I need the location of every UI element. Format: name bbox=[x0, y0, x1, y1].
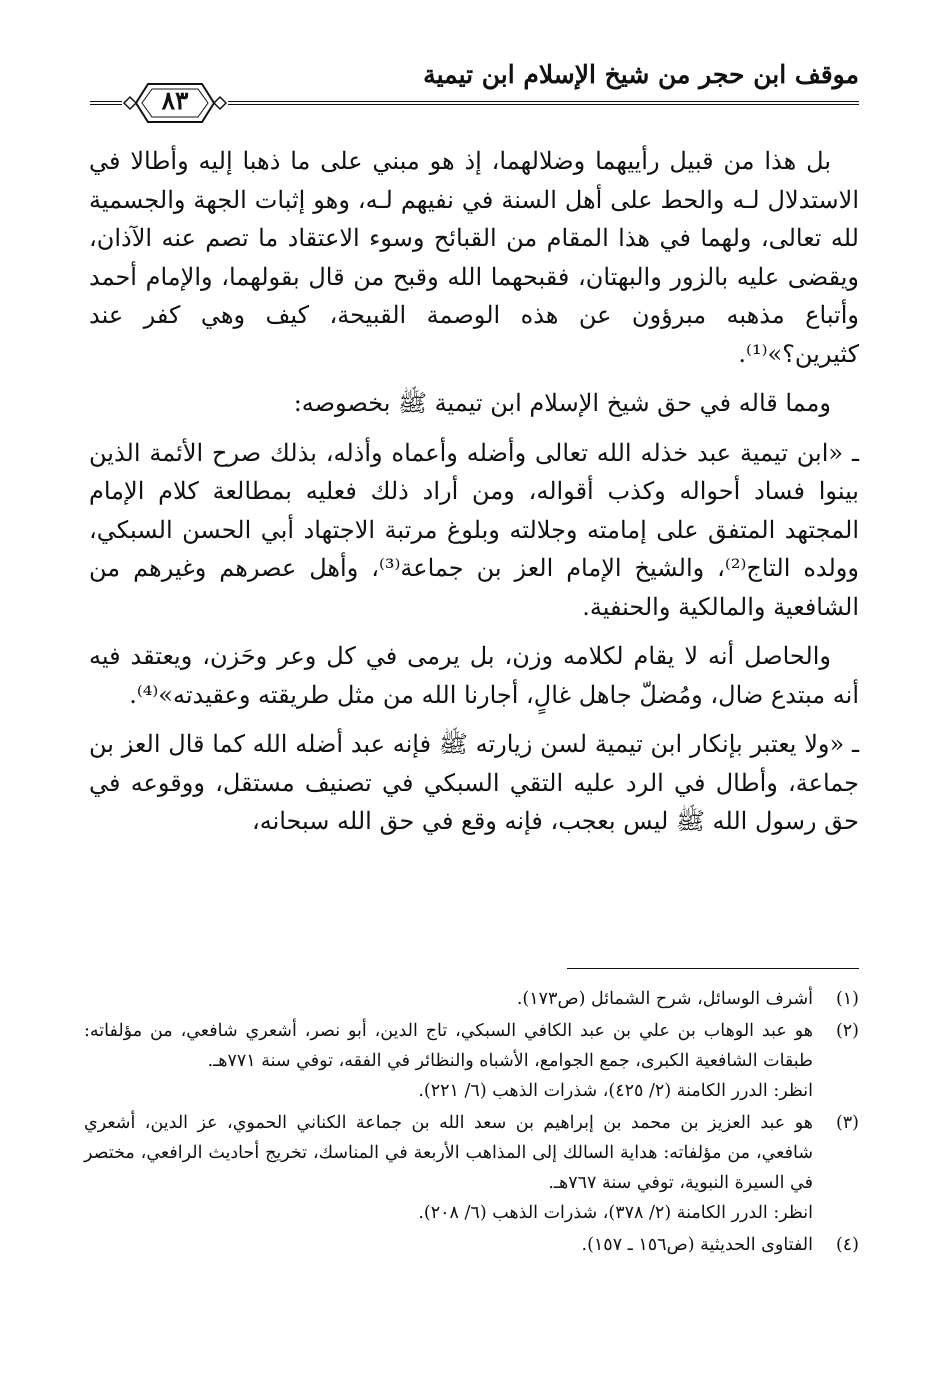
paragraph: بل هذا من قبيل رأييهما وضلالهما، إذ هو مبني على ما ذهبا إليه وأطالا في الاستدلال لـه والحط على أهل السنة في نفيهم لـه، وهو إثبات الجهة والجسمية لله تعالى، ولهما في هذا المقام من القبائح وسوء الاعتقاد ما تصم عنه الآذان، ويقضى عليه بالزور والبهتان، فقبحهما الله وقبح من قال بقولهما، والإمام أحمد وأتباع مذهبه مبرؤون عن هذه الوصمة القبيحة، كيف وهي كفر عند كثيرين؟»⁽¹⁾. bbox=[89, 147, 859, 368]
paragraph: والحاصل أنه لا يقام لكلامه وزن، بل يرمى في كل وعر وحَزن، ويعتقد فيه أنه مبتدع ضال، ومُضلّ جاهل غالٍ، أجارنا الله من مثل طريقته وعقيدته»⁽⁴⁾. bbox=[89, 642, 859, 709]
footnote bbox=[84, 1016, 859, 1106]
main-text bbox=[89, 142, 859, 852]
paragraph: ومما قاله في حق شيخ الإسلام ابن تيمية ﷺ بخصوصه: bbox=[293, 389, 831, 417]
page-number: ٨٣ bbox=[161, 86, 189, 115]
footnote bbox=[84, 1108, 859, 1228]
footnotes bbox=[84, 984, 859, 1262]
footnote-number: (١) bbox=[835, 989, 859, 1009]
footnote bbox=[84, 984, 859, 1014]
footnote-number: (٤) bbox=[835, 1235, 859, 1255]
footnote bbox=[84, 1230, 859, 1260]
paragraph: ـ «ولا يعتبر بإنكار ابن تيمية لسن زيارته ﷺ فإنه عبد أضله الله كما قال العز بن جماعة، وأطال في الرد عليه التقي السبكي في تصنيف مستقل، ووقوعه في حق رسول الله ﷺ ليس بعجب، فإنه وقع في حق الله سبحانه، bbox=[89, 730, 859, 835]
running-title: موقف ابن حجر من شيخ الإسلام ابن تيمية bbox=[423, 60, 859, 89]
footnote-number: (٢) bbox=[835, 1021, 859, 1041]
footnote-line: هو عبد الوهاب بن علي بن عبد الكافي السبكي، تاج الدين، أبو نصر، أشعري شافعي، من مؤلفاته: طبقات الشافعية الكبرى، جمع الجوامع، الأشباه والنظائر في الفقه، توفي سنة ٧٧١هـ. bbox=[84, 1021, 813, 1071]
footnote-line: هو عبد العزيز بن محمد بن إبراهيم بن سعد الله بن جماعة الكناني الحموي، عز الدين، أشعري شافعي، من مؤلفاته: هداية السالك إلى المذاهب الأربعة في المناسك، تخريج أحاديث الرافعي، مختصر في السيرة النبوية، توفي سنة ٧٦٧هـ. bbox=[84, 1113, 813, 1193]
footnote-body bbox=[84, 984, 813, 1014]
footnote-line: انظر: الدرر الكامنة (٢/ ٣٧٨)، شذرات الذهب (٦/ ٢٠٨). bbox=[418, 1203, 813, 1223]
page-number-badge bbox=[122, 80, 228, 126]
footnote-line: أشرف الوسائل، شرح الشمائل (ص١٧٣). bbox=[516, 989, 813, 1009]
footnote-body bbox=[84, 1108, 813, 1228]
footnote-line: الفتاوى الحديثية (ص١٥٦ ـ ١٥٧). bbox=[581, 1235, 813, 1255]
footnote-body bbox=[84, 1016, 813, 1106]
header-rule bbox=[228, 101, 859, 105]
footnote-separator bbox=[567, 968, 859, 969]
footnote-line: انظر: الدرر الكامنة (٢/ ٤٢٥)، شذرات الذهب (٦/ ٢٢١). bbox=[418, 1081, 813, 1101]
footnote-body bbox=[84, 1230, 813, 1260]
paragraph: ـ «ابن تيمية عبد خذله الله تعالى وأضله وأعماه وأذله، بذلك صرح الأئمة الذين بينوا فساد أحواله وكذب أقواله، ومن أراد ذلك فعليه بمطالعة كلام الإمام المجتهد المتفق على إمامته وجلالته وبلوغ مرتبة الاجتهاد أبي الحسن السبكي، وولده التاج⁽²⁾، والشيخ الإمام العز بن جماعة⁽³⁾، وأهل عصرهم وغيرهم من الشافعية والمالكية والحنفية. bbox=[89, 438, 859, 621]
footnote-number: (٣) bbox=[835, 1113, 859, 1133]
header-rule-left bbox=[90, 101, 122, 105]
